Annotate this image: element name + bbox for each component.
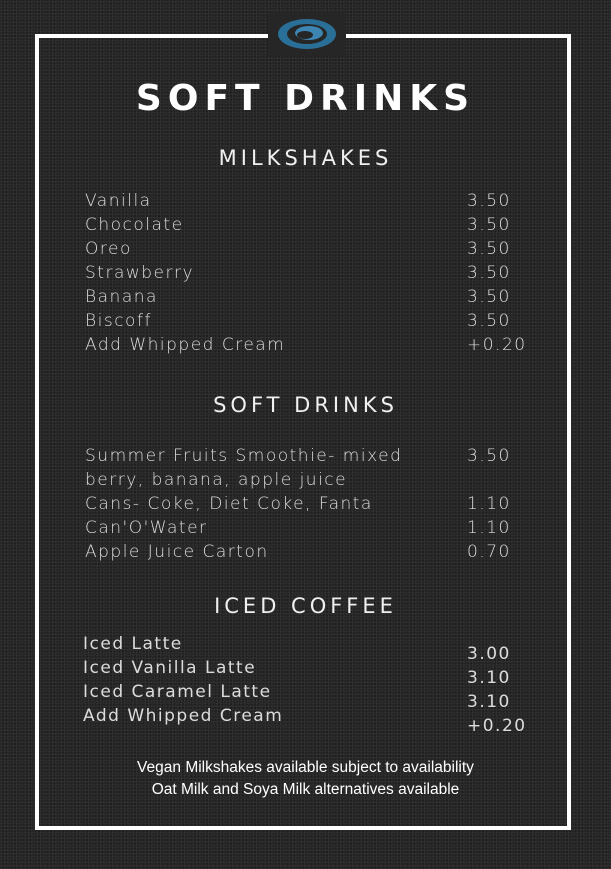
footer-line-alternatives: Oat Milk and Soya Milk alternatives available xyxy=(151,781,460,798)
list-item xyxy=(85,213,535,237)
section-heading-milkshakes: MILKSHAKES xyxy=(218,146,393,170)
item-name: Can'O'Water xyxy=(85,518,208,538)
list-item xyxy=(85,309,535,333)
page-title: SOFT DRINKS xyxy=(135,78,476,119)
item-name: Summer Fruits Smoothie- mixed xyxy=(85,446,403,466)
item-name: Apple Juice Carton xyxy=(85,542,269,562)
section-heading-soft-drinks: SOFT DRINKS xyxy=(213,393,398,417)
item-name: Biscoff xyxy=(85,311,152,331)
list-item xyxy=(85,468,535,492)
item-price: +0.20 xyxy=(467,716,527,736)
item-price: 3.50 xyxy=(467,263,511,283)
swirl-logo-icon xyxy=(276,16,338,52)
item-price: 3.50 xyxy=(467,215,511,235)
item-price: 3.50 xyxy=(467,287,511,307)
item-name: Add Whipped Cream xyxy=(83,706,284,726)
milkshakes-list xyxy=(85,189,535,357)
item-name: Chocolate xyxy=(85,215,184,235)
item-name: berry, banana, apple juice xyxy=(85,470,348,490)
item-name: Add Whipped Cream xyxy=(85,335,286,355)
item-name: Vanilla xyxy=(85,191,152,211)
footer-note xyxy=(0,757,611,801)
footer-line-vegan: Vegan Milkshakes available subject to availability xyxy=(137,759,474,776)
item-name: Strawberry xyxy=(85,263,195,283)
list-item xyxy=(85,189,535,213)
item-price: 0.70 xyxy=(467,542,511,562)
item-price: 1.10 xyxy=(467,518,511,538)
logo xyxy=(268,12,346,56)
item-name: Iced Latte xyxy=(83,634,183,654)
item-name: Banana xyxy=(85,287,158,307)
item-price: 3.10 xyxy=(467,668,511,688)
item-price: 3.50 xyxy=(467,191,511,211)
item-price: 1.10 xyxy=(467,494,511,514)
list-item xyxy=(85,333,535,357)
item-name: Oreo xyxy=(85,239,132,259)
list-item xyxy=(85,285,535,309)
item-price: 3.50 xyxy=(467,239,511,259)
soft-drinks-list xyxy=(85,444,535,564)
item-price: +0.20 xyxy=(467,335,527,355)
list-item xyxy=(85,540,535,564)
iced-coffee-prices xyxy=(467,642,527,738)
item-name: Iced Caramel Latte xyxy=(83,682,272,702)
list-item xyxy=(85,516,535,540)
item-name: Iced Vanilla Latte xyxy=(83,658,257,678)
item-price: 3.00 xyxy=(467,644,511,664)
list-item xyxy=(85,237,535,261)
list-item xyxy=(85,492,535,516)
iced-coffee-names xyxy=(83,632,283,728)
list-item xyxy=(85,261,535,285)
item-price: 3.50 xyxy=(467,446,511,466)
item-price: 3.50 xyxy=(467,311,511,331)
item-name: Cans- Coke, Diet Coke, Fanta xyxy=(85,494,373,514)
item-price: 3.10 xyxy=(467,692,511,712)
section-heading-iced-coffee: ICED COFFEE xyxy=(214,594,397,618)
list-item xyxy=(85,444,535,468)
